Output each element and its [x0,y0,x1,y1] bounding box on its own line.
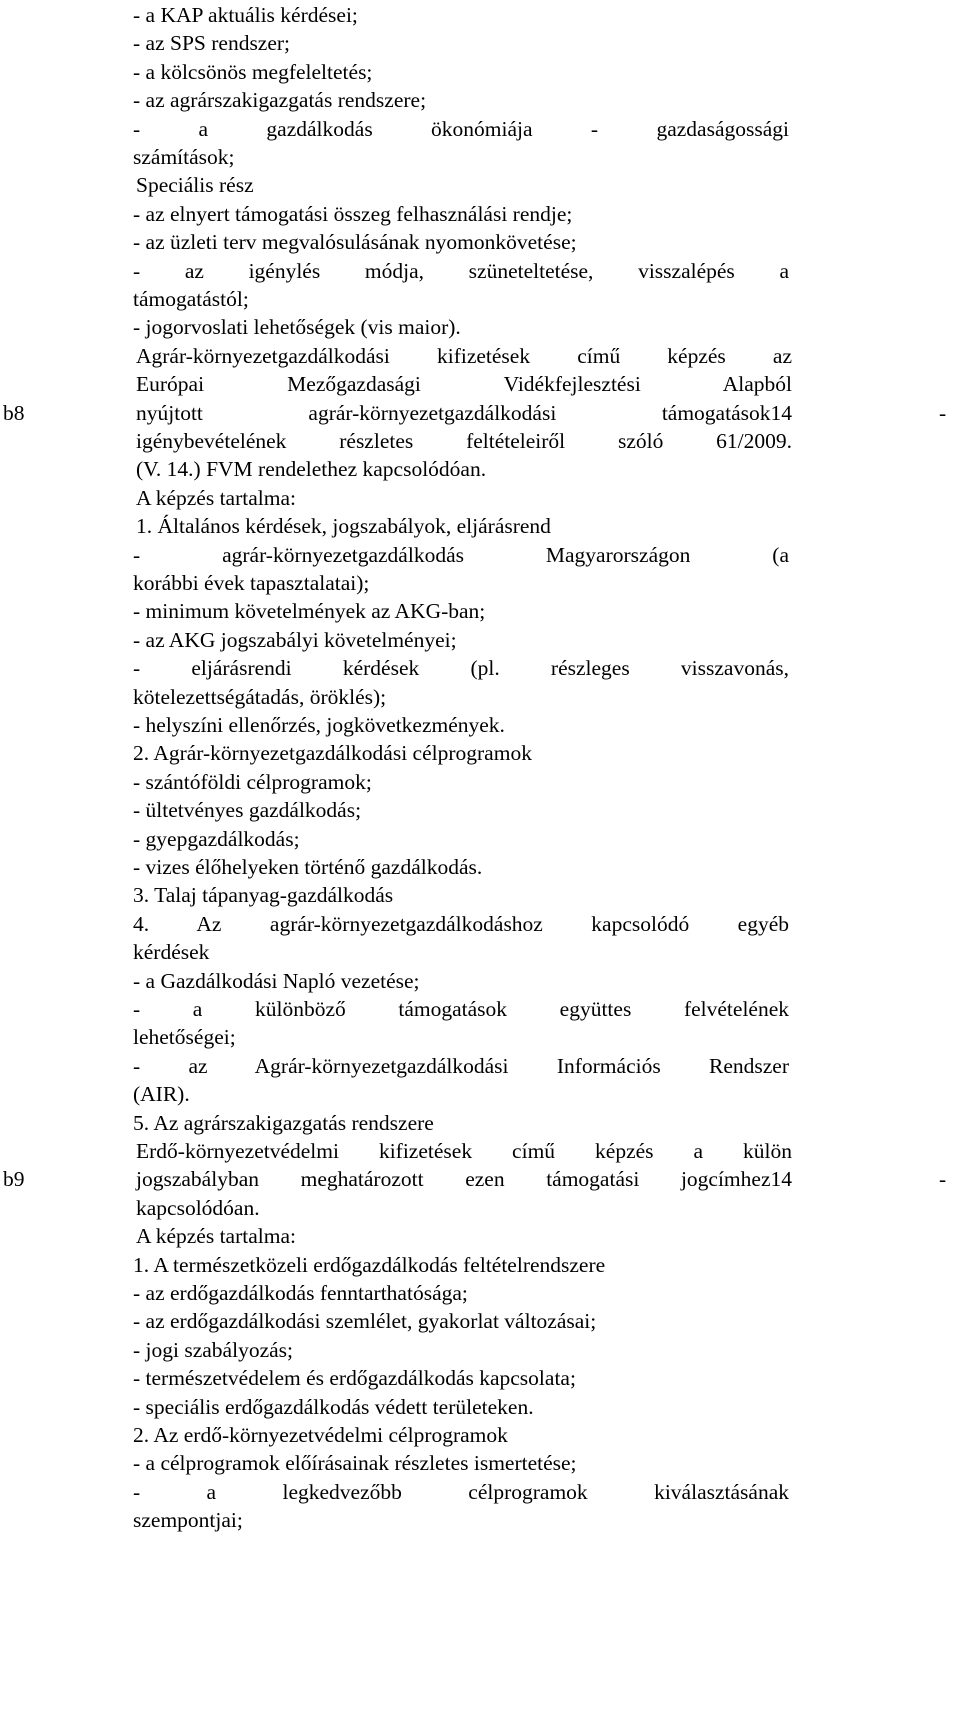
row-dash: - [939,400,947,425]
text-line: - agrár-környezetgazdálkodás Magyarországon (a [133,542,789,567]
text-line: - a gazdálkodás ökonómiája - gazdaságossági [133,116,789,141]
text-line: Erdő-környezetvédelmi kifizetések című képzés a külön [136,1139,792,1163]
text-line: Európai Mezőgazdasági Vidékfejlesztési Alapból [136,372,792,397]
text-line: 2. Az erdő-környezetvédelmi célprogramok [133,1423,508,1447]
text-line: - a célprogramok előírásainak részletes ismertetése; [133,1451,577,1476]
text-line: 1. A természetközeli erdőgazdálkodás feltételrendszere [133,1252,606,1277]
text-line: - az Agrár-környezetgazdálkodási Információs Rendszer [133,1053,789,1078]
text-line: - a Gazdálkodási Napló vezetése; [133,968,420,993]
text-line: kérdések [133,940,210,965]
text-line: Agrár-környezetgazdálkodási kifizetések című képzés az [136,343,792,368]
row-dash: - [939,1167,947,1192]
text-line: - az erdőgazdálkodási szemlélet, gyakorlat változásai; [133,1309,597,1334]
text-line: nyújtott agrár-környezetgazdálkodási támogatások14 [136,400,792,425]
text-line: - az elnyert támogatási összeg felhasználási rendje; [133,201,573,226]
row-label: b9 [3,1167,25,1192]
text-line: jogszabályban meghatározott ezen támogatási jogcímhez14 [136,1167,792,1192]
text-line: - jogi szabályozás; [133,1337,294,1362]
text-line: - szántóföldi célprogramok; [133,769,372,794]
text-line: - az igénylés módja, szüneteltetése, visszalépés a [133,258,789,283]
text-line: - jogorvoslati lehetőségek (vis maior). [133,315,461,340]
text-line: lehetőségei; [133,1025,236,1050]
text-line: - eljárásrendi kérdések (pl. részleges visszavonás, [133,656,789,681]
text-line: 4. Az agrár-környezetgazdálkodáshoz kapcsolódó egyéb [133,911,789,936]
text-line: - az agrárszakigazgatás rendszere; [133,88,427,113]
text-line: A képzés tartalma: [136,485,296,510]
text-line: - a legkedvezőbb célprogramok kiválasztásának [133,1479,789,1504]
text-line: - ültetvényes gazdálkodás; [133,798,362,823]
text-line: - az erdőgazdálkodás fenntarthatósága; [133,1281,468,1305]
text-line: - minimum követelmények az AKG-ban; [133,599,486,624]
text-line: A képzés tartalma: [136,1224,296,1249]
text-line: - a különböző támogatások együttes felvételének [133,997,789,1021]
text-line: - helyszíni ellenőrzés, jogkövetkezmények. [133,713,505,737]
text-line: Speciális rész [136,173,254,198]
text-line: 5. Az agrárszakigazgatás rendszere [133,1110,434,1135]
text-line: - az üzleti terv megvalósulásának nyomonkövetése; [133,230,577,255]
row-label: b8 [3,400,25,425]
text-line: 2. Agrár-környezetgazdálkodási célprogramok [133,741,532,766]
text-line: kötelezettségátadás, öröklés); [133,684,387,709]
text-line: - a kölcsönös megfeleltetés; [133,59,373,84]
text-line: (AIR). [133,1082,190,1107]
text-line: - speciális erdőgazdálkodás védett területeken. [133,1394,534,1419]
text-line: kapcsolódóan. [136,1195,260,1220]
text-line: - vizes élőhelyeken történő gazdálkodás. [133,855,483,879]
text-line: szempontjai; [133,1508,243,1533]
text-line: korábbi évek tapasztalatai); [133,571,370,595]
text-line: igénybevételének részletes feltételeiről szóló 61/2009. [136,429,792,453]
text-line: - gyepgazdálkodás; [133,826,300,851]
text-line: számítások; [133,145,235,169]
text-line: - az AKG jogszabályi követelményei; [133,627,457,652]
text-line: - az SPS rendszer; [133,31,291,56]
text-line: támogatástól; [133,287,249,311]
text-line: (V. 14.) FVM rendelethez kapcsolódóan. [136,457,487,482]
text-line: - természetvédelem és erdőgazdálkodás kapcsolata; [133,1366,576,1391]
text-line: 1. Általános kérdések, jogszabályok, eljárásrend [136,514,551,539]
text-line: - a KAP aktuális kérdései; [133,3,358,27]
text-line: 3. Talaj tápanyag-gazdálkodás [133,883,394,908]
